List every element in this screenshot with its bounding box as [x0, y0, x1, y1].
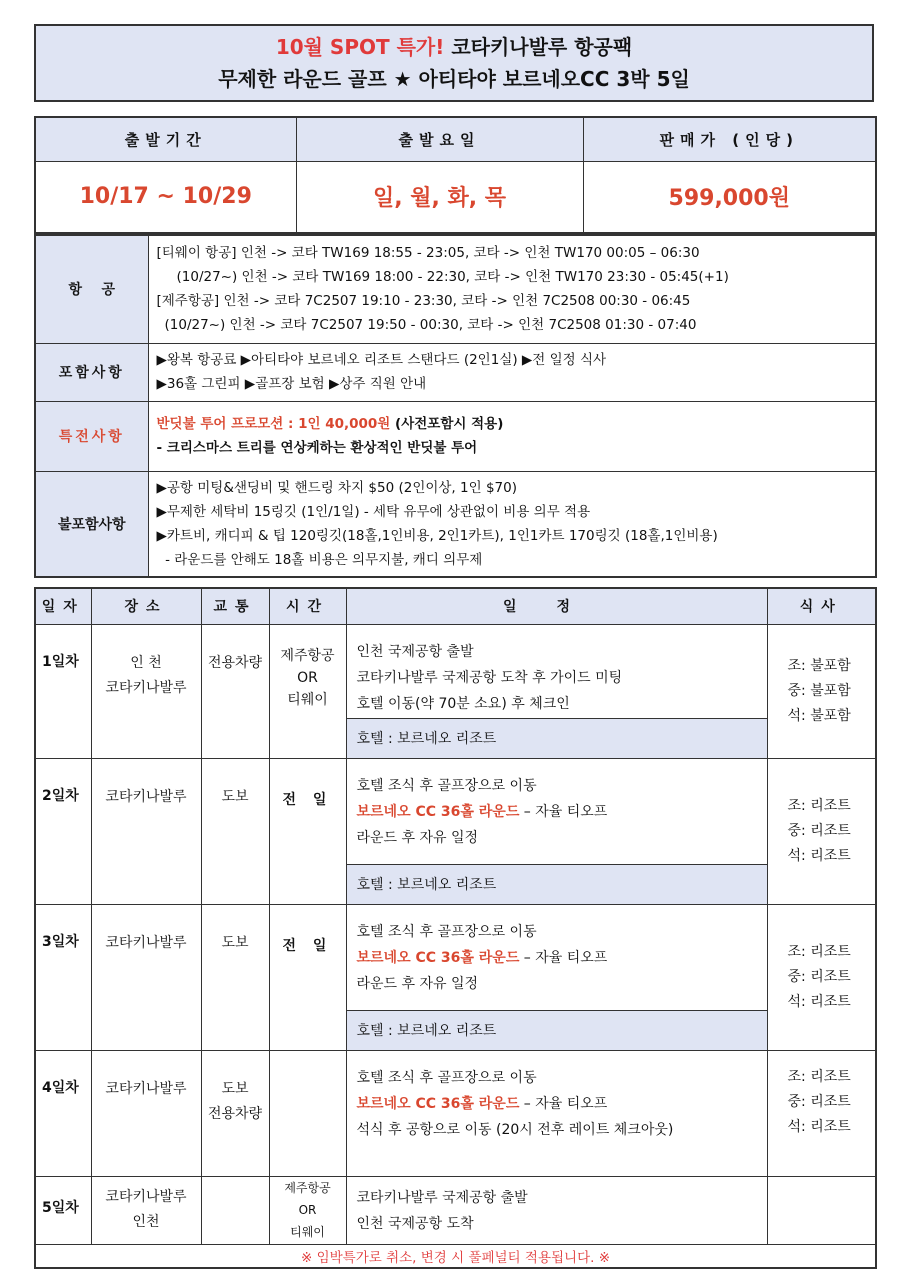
title-line-2: 무제한 라운드 골프 ★ 아티타야 보르네오CC 3박 5일	[218, 67, 690, 91]
time-text: OR	[297, 669, 318, 686]
day-label: 4일차	[35, 1050, 91, 1176]
place-text: 인 천	[130, 654, 162, 671]
round-text: 보르네오 CC 36홀 라운드	[356, 1095, 520, 1112]
included-content	[148, 343, 876, 401]
place-text: 인천	[132, 1213, 160, 1230]
schedule-line: 호텔 조식 후 골프장으로 이동	[356, 777, 537, 794]
time-text: 티웨이	[287, 691, 328, 708]
header-schedule: 일정	[346, 588, 767, 624]
departure-days: 일, 월, 화, 목	[296, 161, 583, 233]
promo-text: 반딧불 투어 프로모션 : 1인 40,000원	[156, 416, 391, 432]
schedule-cell	[346, 904, 767, 1010]
schedule-line: 코타키나발루 국제공항 출발	[356, 1189, 528, 1206]
hotel-cell: 호텔 : 보르네오 리조트	[346, 1010, 767, 1050]
special-line: - 크리스마스 트리를 연상케하는 환상적인 반딧불 투어	[156, 440, 478, 456]
day-row	[35, 624, 876, 718]
schedule-cell	[346, 1050, 767, 1176]
schedule-line	[357, 1091, 757, 1117]
flight-line: (10/27~) 인천 -> 코타 TW169 18:00 - 22:30, 코타 -> 인천 TW170 23:30 - 05:45(+1)	[176, 269, 729, 286]
excluded-label: 불포함사항	[35, 471, 148, 577]
meal-text: 석: 불포함	[787, 707, 851, 724]
flight-content	[148, 235, 876, 343]
round-text: 보르네오 CC 36홀 라운드	[356, 803, 520, 820]
header-time: 시간	[269, 588, 346, 624]
meal-text: 조: 불포함	[787, 657, 851, 674]
time-cell: 전 일	[269, 758, 346, 904]
header-transport: 교통	[201, 588, 269, 624]
hotel-cell: 호텔 : 보르네오 리조트	[346, 864, 767, 904]
departure-period: 10/17 ~ 10/29	[35, 161, 296, 233]
flight-line: (10/27~) 인천 -> 코타 7C2507 19:50 - 00:30, 코타 -> 인천 7C2508 01:30 - 07:40	[164, 317, 697, 334]
header-meal: 식사	[767, 588, 876, 624]
header-days: 출발요일	[296, 117, 583, 161]
sale-price: 599,000원	[583, 161, 876, 233]
header-price: 판매가 (인당)	[583, 117, 876, 161]
included-line: ▶36홀 그린피 ▶골프장 보험 ▶상주 직원 안내	[156, 376, 427, 392]
title-rest: 코타키나발루 항공팩	[444, 35, 633, 59]
meal-text: 중: 리조트	[787, 968, 851, 985]
place-cell	[91, 624, 201, 758]
excluded-line: - 라운드를 안해도 18홀 비용은 의무지불, 캐디 의무제	[156, 551, 483, 568]
transport-text: 도보	[221, 1080, 249, 1097]
schedule-line: 인천 국제공항 출발	[356, 643, 474, 660]
promo-condition: (사전포함시 적용)	[390, 416, 504, 432]
day-label: 1일차	[35, 624, 91, 758]
schedule-cell	[346, 758, 767, 864]
day-label: 5일차	[35, 1176, 91, 1244]
time-cell	[269, 1176, 346, 1244]
schedule-line: 코타키나발루 국제공항 도착 후 가이드 미팅	[356, 669, 623, 686]
day-row	[35, 1176, 876, 1244]
meal-text: 조: 리조트	[787, 1068, 851, 1085]
time-text: 티웨이	[290, 1224, 325, 1239]
excluded-line: ▶카트비, 캐디피 & 팁 120링깃(18홀,1인비용, 2인1카트), 1인1카트 170링깃 (18홀,1인비용)	[156, 527, 718, 544]
schedule-cell	[346, 624, 767, 718]
place-cell: 코타키나발루	[91, 758, 201, 904]
tee-off-text: – 자율 티오프	[519, 803, 608, 820]
special-promo	[157, 412, 868, 436]
title-highlight: 10월 SPOT 특가!	[275, 35, 445, 59]
meal-cell	[767, 624, 876, 758]
meal-text: 조: 리조트	[787, 797, 851, 814]
day-label: 3일차	[35, 904, 91, 1050]
schedule-line: 라운드 후 자유 일정	[356, 829, 479, 846]
flight-label: 항 공	[35, 235, 148, 343]
place-cell: 코타키나발루	[91, 1050, 201, 1176]
header-day: 일자	[35, 588, 91, 624]
place-text: 코타키나발루	[105, 1188, 187, 1205]
flight-line: [티웨이 항공] 인천 -> 코타 TW169 18:55 - 23:05, 코타 -> 인천 TW170 00:05 – 06:30	[156, 245, 700, 262]
tee-off-text: – 자율 티오프	[519, 1095, 608, 1112]
header-place: 장소	[91, 588, 201, 624]
meal-cell	[767, 758, 876, 904]
schedule-line: 석식 후 공항으로 이동 (20시 전후 레이트 체크아웃)	[356, 1121, 674, 1138]
transport-cell: 전용차량	[201, 624, 269, 758]
schedule-line: 호텔 이동(약 70분 소요) 후 체크인	[356, 695, 570, 712]
transport-cell	[201, 1176, 269, 1244]
meal-text: 석: 리조트	[787, 1118, 851, 1135]
meal-cell	[767, 1050, 876, 1176]
cancellation-notice: ※ 임박특가로 취소, 변경 시 풀페널티 적용됩니다. ※	[35, 1244, 876, 1268]
special-label: 특전사항	[35, 401, 148, 471]
flight-line: [제주항공] 인천 -> 코타 7C2507 19:10 - 23:30, 코타 -> 인천 7C2508 00:30 - 06:45	[156, 293, 691, 310]
excluded-line: ▶무제한 세탁비 15링깃 (1인/1일) - 세탁 유무에 상관없이 비용 의무 적용	[156, 503, 591, 520]
included-line: ▶왕복 항공료 ▶아티타야 보르네오 리조트 스탠다드 (2인1실) ▶전 일정 식사	[156, 352, 607, 368]
transport-cell: 도보	[201, 904, 269, 1050]
schedule-line: 호텔 조식 후 골프장으로 이동	[356, 923, 537, 940]
transport-text: 전용차량	[207, 1105, 263, 1122]
place-cell	[91, 1176, 201, 1244]
time-cell	[269, 624, 346, 758]
meal-text: 석: 리조트	[787, 847, 851, 864]
schedule-line	[357, 945, 757, 971]
schedule-line: 라운드 후 자유 일정	[356, 975, 479, 992]
meal-text: 석: 리조트	[787, 993, 851, 1010]
transport-cell: 도보	[201, 758, 269, 904]
schedule-cell	[346, 1176, 767, 1244]
schedule-table	[34, 587, 877, 1269]
meal-text: 조: 리조트	[787, 943, 851, 960]
time-cell	[269, 1050, 346, 1176]
meal-cell	[767, 1176, 876, 1244]
meal-cell	[767, 904, 876, 1050]
info-table	[34, 234, 877, 578]
day-label: 2일차	[35, 758, 91, 904]
time-cell: 전 일	[269, 904, 346, 1050]
special-content	[148, 401, 876, 471]
excluded-content	[148, 471, 876, 577]
header-period: 출발기간	[35, 117, 296, 161]
round-text: 보르네오 CC 36홀 라운드	[356, 949, 520, 966]
time-text: OR	[298, 1202, 317, 1217]
tee-off-text: – 자율 티오프	[519, 949, 608, 966]
day-row	[35, 758, 876, 864]
time-text: 제주항공	[284, 1180, 331, 1195]
meal-text: 중: 리조트	[787, 1093, 851, 1110]
time-text: 제주항공	[280, 647, 335, 664]
meal-text: 중: 리조트	[787, 822, 851, 839]
excluded-line: ▶공항 미팅&샌딩비 및 핸드링 차지 $50 (2인이상, 1인 $70)	[156, 479, 517, 496]
schedule-line	[357, 799, 757, 825]
title-banner	[34, 24, 874, 102]
schedule-line: 호텔 조식 후 골프장으로 이동	[356, 1069, 537, 1086]
place-cell: 코타키나발루	[91, 904, 201, 1050]
meal-text: 중: 불포함	[787, 682, 851, 699]
place-text: 코타키나발루	[105, 679, 187, 696]
hotel-cell: 호텔 : 보르네오 리조트	[346, 718, 767, 758]
included-label: 포함사항	[35, 343, 148, 401]
transport-cell	[201, 1050, 269, 1176]
day-row	[35, 904, 876, 1010]
schedule-line: 인천 국제공항 도착	[356, 1215, 474, 1232]
title-line-1	[276, 31, 632, 63]
day-row	[35, 1050, 876, 1176]
price-table	[34, 116, 877, 234]
